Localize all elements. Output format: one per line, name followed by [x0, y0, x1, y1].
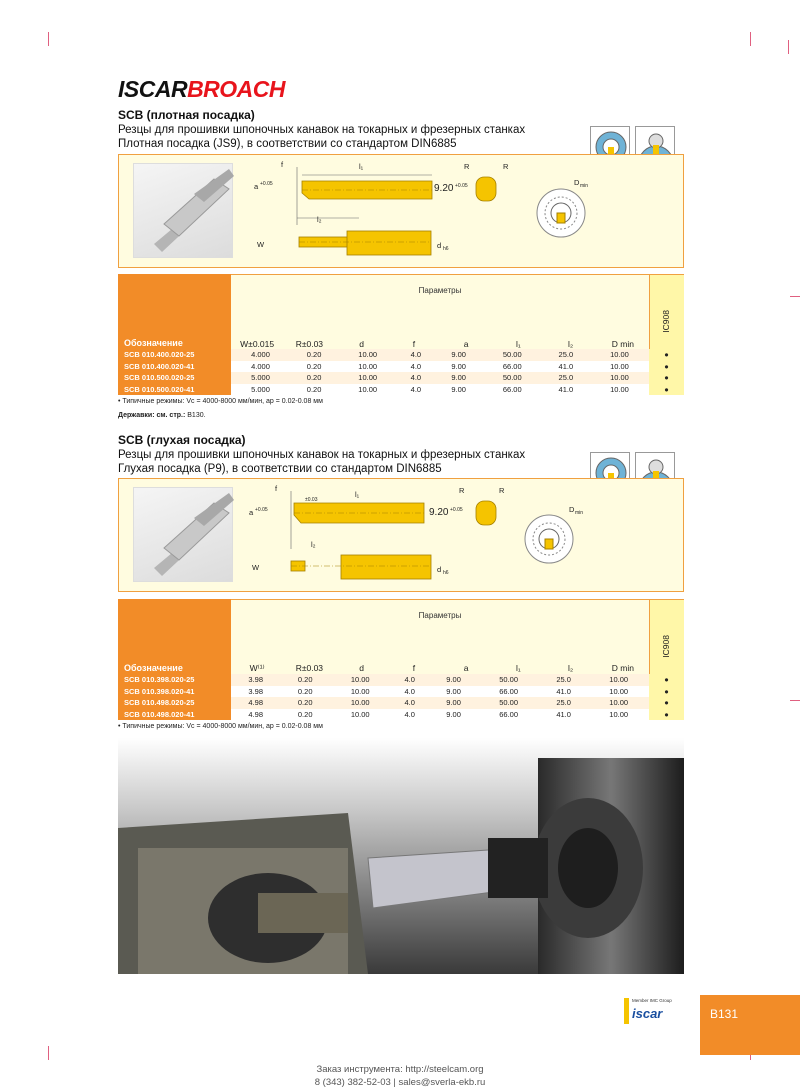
note-holders-1: [118, 412, 206, 419]
value-cell: 10.00: [338, 384, 397, 396]
note-holders-ref: B130.: [185, 412, 206, 419]
imc-member: Member IMC Group: [632, 998, 672, 1003]
note-holders-bold: Державки: см. стр.:: [118, 412, 186, 419]
value-cell: 10.00: [588, 686, 649, 698]
value-cell: 9.00: [435, 384, 483, 396]
dim-d: d: [437, 241, 442, 250]
value-cell: 10.00: [588, 709, 649, 721]
crop-mark: [750, 32, 751, 46]
value-cell: 9.00: [429, 674, 478, 686]
dim-l1: l₁: [359, 162, 364, 171]
value-cell: 10.00: [330, 697, 391, 709]
grade-availability-dot: ●: [649, 384, 684, 396]
dim-W: W: [257, 240, 265, 249]
dim-Dmin: D: [574, 178, 580, 187]
section2-line2: Глухая посадка (P9), в соответствии со стандартом DIN6885: [118, 463, 442, 475]
diagram-section2: [118, 478, 684, 592]
table-row: [118, 709, 684, 721]
column-header: D min: [611, 339, 634, 349]
value-cell: 41.0: [542, 361, 590, 373]
grade-label: IC908: [661, 310, 671, 333]
value-cell: 10.00: [590, 361, 649, 373]
table-row: [118, 349, 684, 361]
value-cell: 4.0: [397, 384, 434, 396]
designation-cell: SCB 010.400.020-25: [118, 349, 231, 361]
value-cell: 0.20: [280, 686, 329, 698]
value-cell: 25.0: [539, 674, 588, 686]
column-header: f: [412, 663, 416, 673]
dim-r-tol: ±0.03: [305, 497, 318, 503]
value-cell: 0.20: [290, 384, 338, 396]
column-header: R±0.03: [295, 339, 324, 349]
value-cell: 10.00: [330, 709, 391, 721]
table-row: [118, 686, 684, 698]
value-cell: 41.0: [539, 709, 588, 721]
value-cell: 25.0: [542, 349, 590, 361]
value-cell: 0.20: [290, 372, 338, 384]
crop-mark: [790, 700, 800, 701]
value-cell: 4.0: [391, 686, 429, 698]
grade-availability-dot: ●: [649, 361, 684, 373]
value-cell: 9.00: [435, 372, 483, 384]
dim-f: f: [281, 160, 284, 169]
crop-mark: [788, 40, 789, 54]
params-label: Параметры: [418, 611, 462, 620]
dim-R-left: R: [459, 486, 465, 495]
table-row: [118, 384, 684, 396]
value-cell: 25.0: [539, 697, 588, 709]
column-header: W⁽¹⁾: [249, 663, 265, 673]
designation-label: Обозначение: [124, 663, 183, 673]
value-cell: 9.00: [435, 349, 483, 361]
page-number-box: [700, 995, 800, 1055]
designation-cell: SCB 010.498.020-25: [118, 697, 231, 709]
column-header: a: [463, 339, 469, 349]
dim-Dmin-sub: min: [575, 510, 584, 516]
value-cell: 10.00: [330, 674, 391, 686]
footer-contacts: 8 (343) 382-52-03 | sales@sverla-ekb.ru: [314, 1077, 486, 1088]
column-header: f: [412, 339, 416, 349]
dim-l1: l₁: [355, 490, 360, 499]
value-cell: 66.00: [483, 384, 542, 396]
note-conditions-2: • Типичные режимы: Vc = 4000-8000 мм/мин, ap = 0.02-0.08 мм: [118, 723, 323, 730]
spec-table-1: [118, 349, 684, 395]
table-row: [118, 674, 684, 686]
designation-cell: SCB 010.400.020-41: [118, 361, 231, 373]
value-cell: 50.00: [483, 349, 542, 361]
value-cell: 4.98: [231, 697, 280, 709]
note-conditions-1: • Типичные режимы: Vc = 4000-8000 мм/мин, ap = 0.02-0.08 мм: [118, 398, 323, 405]
value-cell: 9.00: [435, 361, 483, 373]
value-cell: 10.00: [338, 349, 397, 361]
value-cell: 10.00: [330, 686, 391, 698]
value-cell: 10.00: [590, 384, 649, 396]
value-cell: 4.0: [397, 372, 434, 384]
value-cell: 4.0: [391, 697, 429, 709]
dim-W: W: [252, 563, 260, 572]
crop-mark: [48, 1046, 49, 1060]
grade-availability-dot: ●: [649, 709, 684, 721]
value-cell: 5.000: [231, 384, 290, 396]
value-cell: 0.20: [290, 349, 338, 361]
value-cell: 5.000: [231, 372, 290, 384]
value-cell: 41.0: [542, 384, 590, 396]
value-cell: 41.0: [539, 686, 588, 698]
dim-a-tol: +0.05: [260, 181, 273, 187]
designation-cell: SCB 010.398.020-25: [118, 674, 231, 686]
dim-R-right: R: [499, 486, 505, 495]
designation-cell: SCB 010.500.020-25: [118, 372, 231, 384]
machining-photo: [118, 738, 684, 974]
section1-line2: Плотная посадка (JS9), в соответствии со стандартом DIN6885: [118, 138, 457, 150]
designation-cell: SCB 010.398.020-41: [118, 686, 231, 698]
dim-9-20: 9.20: [434, 183, 454, 194]
designation-cell: SCB 010.498.020-41: [118, 709, 231, 721]
column-header: l₁: [515, 339, 521, 349]
dim-Dmin: D: [569, 505, 575, 514]
grade-availability-dot: ●: [649, 686, 684, 698]
value-cell: 4.0: [391, 674, 429, 686]
section2-title: SCB (глухая посадка): [118, 433, 246, 447]
column-header: l₂: [568, 663, 574, 673]
value-cell: 10.00: [338, 361, 397, 373]
value-cell: 4.000: [231, 361, 290, 373]
value-cell: 10.00: [590, 372, 649, 384]
column-header: W±0.015: [240, 339, 275, 349]
brand-part2: BROACH: [187, 76, 286, 102]
dim-a: a: [254, 182, 259, 191]
value-cell: 66.00: [478, 686, 539, 698]
column-header: l₂: [568, 339, 574, 349]
value-cell: 66.00: [483, 361, 542, 373]
value-cell: 9.00: [429, 686, 478, 698]
table-row: [118, 697, 684, 709]
logo-bar: [624, 998, 629, 1024]
dim-d-sub: h6: [443, 246, 449, 252]
value-cell: 50.00: [478, 697, 539, 709]
column-headers: [231, 339, 649, 349]
table-row: [118, 361, 684, 373]
dim-f: f: [275, 484, 278, 493]
section1-title: SCB (плотная посадка): [118, 108, 255, 122]
dim-a-tol: +0.05: [255, 507, 268, 513]
value-cell: 50.00: [483, 372, 542, 384]
iscar-wordmark: iscar: [632, 1006, 663, 1021]
value-cell: 4.0: [397, 349, 434, 361]
value-cell: 10.00: [588, 697, 649, 709]
dim-d: d: [437, 565, 442, 574]
table1-header: [118, 274, 684, 352]
value-cell: 3.98: [231, 674, 280, 686]
value-cell: 0.20: [290, 361, 338, 373]
column-header: R±0.03: [295, 663, 324, 673]
dim-9-20-tol: +0.05: [455, 183, 468, 189]
grade-availability-dot: ●: [649, 349, 684, 361]
dim-Dmin-sub: min: [580, 183, 589, 189]
value-cell: 0.20: [280, 697, 329, 709]
iscar-small-logo: [624, 998, 696, 1024]
value-cell: 4.0: [397, 361, 434, 373]
spec-table-2: [118, 674, 684, 720]
dim-9-20-tol: +0.05: [450, 507, 463, 513]
column-header: D min: [611, 663, 634, 673]
dim-a: a: [249, 508, 254, 517]
dim-l2: l₂: [311, 540, 316, 549]
value-cell: 4.98: [231, 709, 280, 721]
value-cell: 66.00: [478, 709, 539, 721]
value-cell: 0.20: [280, 709, 329, 721]
value-cell: 25.0: [542, 372, 590, 384]
value-cell: 50.00: [478, 674, 539, 686]
crop-mark: [48, 32, 49, 46]
dim-d-sub: h6: [443, 570, 449, 576]
designation-label: Обозначение: [124, 338, 183, 348]
diagram-section1: [118, 154, 684, 268]
grade-availability-dot: ●: [649, 674, 684, 686]
value-cell: 9.00: [429, 697, 478, 709]
value-cell: 9.00: [429, 709, 478, 721]
section1-line1: Резцы для прошивки шпоночных канавок на токарных и фрезерных станках: [118, 124, 526, 136]
page-number: B131: [710, 1007, 739, 1021]
dim-R-left: R: [464, 162, 470, 171]
column-header: d: [359, 339, 364, 349]
grade-availability-dot: ●: [649, 697, 684, 709]
column-header: l₁: [515, 663, 521, 673]
grade-availability-dot: ●: [649, 372, 684, 384]
value-cell: 0.20: [280, 674, 329, 686]
value-cell: 4.000: [231, 349, 290, 361]
dim-l2: l₂: [317, 215, 322, 224]
value-cell: 10.00: [338, 372, 397, 384]
brand-part1: ISCAR: [118, 76, 188, 102]
section2-line1: Резцы для прошивки шпоночных канавок на токарных и фрезерных станках: [118, 449, 526, 461]
dim-R-right: R: [503, 162, 509, 171]
footer-order: Заказ инструмента: http://steelcam.org: [316, 1064, 484, 1075]
value-cell: 10.00: [588, 674, 649, 686]
params-label: Параметры: [418, 286, 462, 295]
value-cell: 4.0: [391, 709, 429, 721]
brand-logo: [118, 76, 285, 103]
grade-label: IC908: [661, 635, 671, 658]
crop-mark: [790, 296, 800, 297]
column-header: a: [463, 663, 469, 673]
column-headers: [231, 663, 649, 674]
dim-9-20: 9.20: [429, 507, 449, 518]
designation-cell: SCB 010.500.020-41: [118, 384, 231, 396]
table2-header: [118, 599, 684, 677]
table-row: [118, 372, 684, 384]
value-cell: 3.98: [231, 686, 280, 698]
value-cell: 10.00: [590, 349, 649, 361]
column-header: d: [359, 663, 364, 673]
